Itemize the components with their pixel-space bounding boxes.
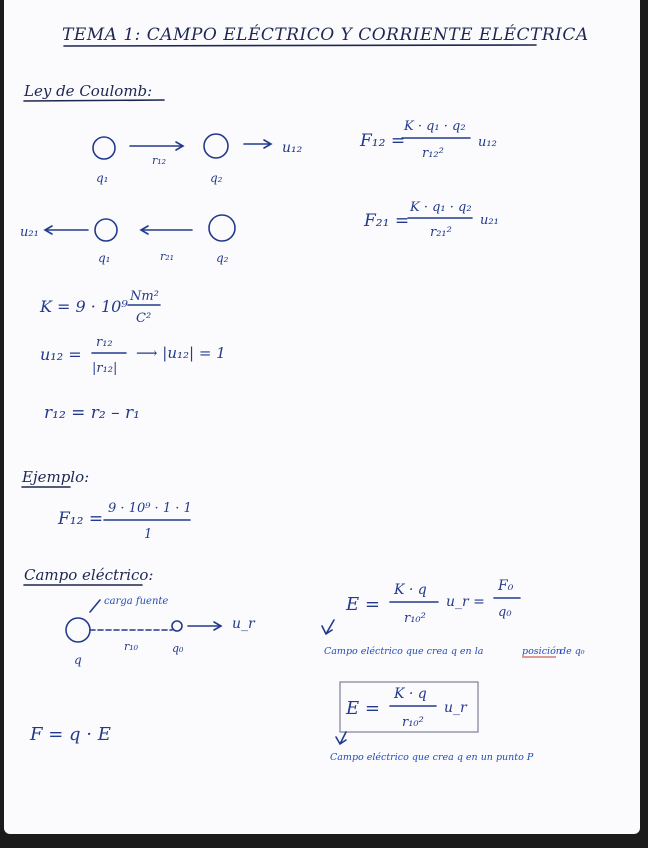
force-equation: F = q · E — [30, 724, 111, 745]
f12-denominator: r₁₂² — [422, 146, 444, 161]
e2-denominator: r₁₀² — [402, 715, 424, 730]
field-r-label: r₁₀ — [124, 640, 139, 653]
e1-numerator: K · q — [394, 582, 427, 598]
u12-modulus: ⟶ |u₁₂| = 1 — [136, 344, 226, 362]
note1-text: Campo eléctrico que crea q en la — [324, 646, 484, 657]
diagram1-r12-label: r₁₂ — [152, 154, 167, 167]
example-denominator: 1 — [144, 527, 153, 542]
f21-denominator: r₂₁² — [430, 225, 452, 240]
note1-end: de q₀ — [560, 646, 585, 657]
f21-lhs: F₂₁ = — [364, 211, 410, 231]
e1-check-icon — [322, 620, 334, 634]
diagram2-q1-circle — [95, 219, 117, 241]
diagram1-q1-label: q₁ — [96, 171, 109, 185]
e1-denominator2: q₀ — [498, 605, 512, 620]
field-q0-label: q₀ — [172, 642, 184, 655]
heading-coulomb: Ley de Coulomb: — [24, 82, 153, 100]
note1-position: posición — [522, 646, 562, 657]
e1-unit: u_r = — [446, 594, 485, 610]
example-numerator: 9 · 10⁹ · 1 · 1 — [108, 501, 192, 516]
source-charge-pointer — [90, 600, 100, 612]
heading-field: Campo eléctrico: — [24, 566, 154, 584]
diagram2-q1-label: q₁ — [98, 251, 111, 265]
e2-numerator: K · q — [394, 686, 427, 702]
e2-check-icon — [336, 732, 346, 744]
f21-unit-vector: u₂₁ — [480, 213, 499, 228]
f12-unit-vector: u₁₂ — [478, 135, 497, 150]
u12-numerator: r₁₂ — [96, 335, 113, 350]
u12-denominator: |r₁₂| — [92, 361, 118, 376]
diagram2-r21-label: r₂₁ — [160, 250, 175, 263]
heading-example: Ejemplo: — [22, 468, 90, 486]
diagram2-u21-label: u₂₁ — [20, 225, 39, 240]
heading-coulomb-underline — [24, 100, 164, 101]
diagram1-u12-label: u₁₂ — [282, 140, 303, 156]
f12-lhs: F₁₂ = — [360, 131, 406, 151]
example-f12-lhs: F₁₂ = — [58, 509, 104, 529]
f12-numerator: K · q₁ · q₂ — [404, 119, 466, 134]
r12-difference: r₁₂ = r₂ – r₁ — [44, 403, 140, 423]
diagram2-q2-label: q₂ — [216, 251, 229, 265]
charge-q1-circle — [93, 137, 115, 159]
e2-unit: u_r — [444, 700, 467, 716]
title-underline — [64, 45, 536, 46]
u12-lhs: u₁₂ = — [40, 345, 82, 364]
charge-q2-circle — [204, 134, 228, 158]
field-q-label: q — [74, 653, 82, 667]
source-charge-circle — [66, 618, 90, 642]
e1-lhs: E = — [346, 594, 380, 615]
k-unit-denominator: C² — [136, 311, 152, 326]
diagram1-q2-label: q₂ — [210, 171, 223, 185]
diagram2-q2-circle — [209, 215, 235, 241]
e1-denominator: r₁₀² — [404, 611, 426, 626]
k-constant: K = 9 · 10⁹ — [40, 297, 128, 316]
note2-text: Campo eléctrico que crea q en un punto P — [330, 752, 534, 763]
e2-lhs: E = — [346, 698, 380, 719]
k-unit-numerator: Nm² — [130, 289, 159, 304]
e1-numerator2: F₀ — [498, 578, 514, 594]
field-ur-label: u_r — [232, 616, 255, 632]
test-charge-circle — [172, 621, 182, 631]
source-charge-label: carga fuente — [104, 596, 169, 607]
page-title: TEMA 1: CAMPO ELÉCTRICO Y CORRIENTE ELÉCTRICA — [62, 25, 589, 45]
f21-numerator: K · q₁ · q₂ — [410, 200, 472, 215]
